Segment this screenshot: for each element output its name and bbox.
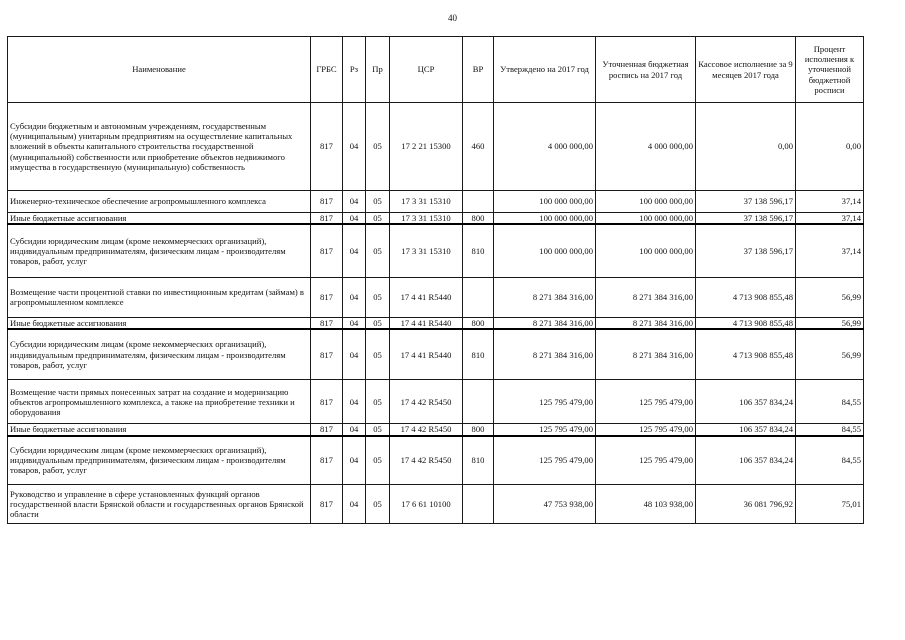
cell-pr: 05 [366, 317, 390, 329]
cell-approved: 8 271 384 316,00 [494, 329, 596, 380]
cell-csr: 17 4 41 R5440 [390, 277, 463, 317]
table-row [8, 103, 864, 191]
cell-refined: 100 000 000,00 [596, 224, 696, 277]
cell-cash: 0,00 [696, 103, 796, 191]
header-percent: Процент исполнения к уточненной бюджетной росписи [796, 37, 864, 103]
table-row [8, 213, 864, 225]
cell-name: Субсидии бюджетным и автономным учреждениям, государственным (муниципальным) унитарным предприятиям на осуществление капитальных вложений в объекты капитального строительства государственной (муниципальной) собственности или приобретение объектов недвижимого имущества в государственную (муниципальную) собственность [8, 103, 311, 191]
cell-vr: 810 [463, 224, 494, 277]
cell-grbs: 817 [311, 224, 343, 277]
cell-pr: 05 [366, 380, 390, 424]
cell-pr: 05 [366, 277, 390, 317]
cell-grbs: 817 [311, 213, 343, 225]
table-row [8, 277, 864, 317]
cell-grbs: 817 [311, 317, 343, 329]
cell-rz: 04 [343, 224, 366, 277]
cell-percent: 84,55 [796, 380, 864, 424]
header-approved: Утверждено на 2017 год [494, 37, 596, 103]
cell-name: Инженерно-техническое обеспечение агропромышленного комплекса [8, 191, 311, 213]
cell-percent: 84,55 [796, 436, 864, 485]
cell-cash: 36 081 796,92 [696, 485, 796, 524]
table-row [8, 191, 864, 213]
cell-percent: 56,99 [796, 317, 864, 329]
cell-cash: 106 357 834,24 [696, 436, 796, 485]
budget-table [7, 36, 864, 524]
cell-name: Иные бюджетные ассигнования [8, 317, 311, 329]
cell-approved: 8 271 384 316,00 [494, 277, 596, 317]
cell-approved: 100 000 000,00 [494, 191, 596, 213]
cell-refined: 100 000 000,00 [596, 191, 696, 213]
cell-vr: 460 [463, 103, 494, 191]
cell-csr: 17 4 41 R5440 [390, 329, 463, 380]
cell-rz: 04 [343, 424, 366, 436]
cell-cash: 4 713 908 855,48 [696, 329, 796, 380]
cell-grbs: 817 [311, 277, 343, 317]
cell-grbs: 817 [311, 329, 343, 380]
cell-grbs: 817 [311, 380, 343, 424]
cell-cash: 4 713 908 855,48 [696, 277, 796, 317]
cell-rz: 04 [343, 380, 366, 424]
header-rz: Рз [343, 37, 366, 103]
cell-vr [463, 485, 494, 524]
cell-cash: 106 357 834,24 [696, 424, 796, 436]
cell-csr: 17 4 42 R5450 [390, 436, 463, 485]
table-row [8, 380, 864, 424]
cell-rz: 04 [343, 103, 366, 191]
cell-approved: 125 795 479,00 [494, 380, 596, 424]
cell-cash: 4 713 908 855,48 [696, 317, 796, 329]
table-row [8, 329, 864, 380]
cell-grbs: 817 [311, 103, 343, 191]
header-grbs: ГРБС [311, 37, 343, 103]
cell-approved: 8 271 384 316,00 [494, 317, 596, 329]
cell-name: Возмещение части процентной ставки по инвестиционным кредитам (займам) в агропромышленном комплексе [8, 277, 311, 317]
cell-percent: 84,55 [796, 424, 864, 436]
cell-pr: 05 [366, 436, 390, 485]
cell-name: Субсидии юридическим лицам (кроме некоммерческих организаций), индивидуальным предпринимателям, физическим лицам - производителям товаров, работ, услуг [8, 329, 311, 380]
table-row [8, 317, 864, 329]
cell-vr: 800 [463, 424, 494, 436]
cell-cash: 106 357 834,24 [696, 380, 796, 424]
cell-vr: 800 [463, 317, 494, 329]
cell-vr [463, 191, 494, 213]
cell-grbs: 817 [311, 436, 343, 485]
cell-vr: 800 [463, 213, 494, 225]
cell-csr: 17 4 42 R5450 [390, 380, 463, 424]
header-pr: Пр [366, 37, 390, 103]
cell-refined: 100 000 000,00 [596, 213, 696, 225]
cell-refined: 125 795 479,00 [596, 424, 696, 436]
cell-csr: 17 3 31 15310 [390, 224, 463, 277]
cell-grbs: 817 [311, 424, 343, 436]
cell-refined: 8 271 384 316,00 [596, 277, 696, 317]
cell-cash: 37 138 596,17 [696, 213, 796, 225]
header-refined: Уточненная бюджетная роспись на 2017 год [596, 37, 696, 103]
cell-approved: 4 000 000,00 [494, 103, 596, 191]
cell-name: Руководство и управление в сфере установленных функций органов государственной власти Брянской области и государственных органов Брянской области [8, 485, 311, 524]
header-vr: ВР [463, 37, 494, 103]
header-csr: ЦСР [390, 37, 463, 103]
cell-approved: 47 753 938,00 [494, 485, 596, 524]
table-row [8, 424, 864, 436]
cell-percent: 56,99 [796, 329, 864, 380]
cell-percent: 0,00 [796, 103, 864, 191]
cell-vr: 810 [463, 329, 494, 380]
header-cash: Кассовое исполнение за 9 месяцев 2017 года [696, 37, 796, 103]
table-row [8, 436, 864, 485]
header-row [8, 37, 864, 103]
page-number: 40 [448, 13, 457, 23]
cell-cash: 37 138 596,17 [696, 191, 796, 213]
cell-percent: 37,14 [796, 224, 864, 277]
cell-pr: 05 [366, 213, 390, 225]
cell-refined: 125 795 479,00 [596, 380, 696, 424]
cell-grbs: 817 [311, 485, 343, 524]
cell-rz: 04 [343, 485, 366, 524]
cell-csr: 17 4 42 R5450 [390, 424, 463, 436]
cell-name: Иные бюджетные ассигнования [8, 213, 311, 225]
cell-approved: 125 795 479,00 [494, 424, 596, 436]
cell-rz: 04 [343, 277, 366, 317]
cell-percent: 75,01 [796, 485, 864, 524]
cell-percent: 56,99 [796, 277, 864, 317]
table-row [8, 485, 864, 524]
cell-pr: 05 [366, 224, 390, 277]
cell-csr: 17 6 61 10100 [390, 485, 463, 524]
cell-percent: 37,14 [796, 191, 864, 213]
cell-cash: 37 138 596,17 [696, 224, 796, 277]
header-name: Наименование [8, 37, 311, 103]
cell-refined: 4 000 000,00 [596, 103, 696, 191]
cell-approved: 100 000 000,00 [494, 224, 596, 277]
cell-approved: 125 795 479,00 [494, 436, 596, 485]
cell-csr: 17 4 41 R5440 [390, 317, 463, 329]
cell-name: Иные бюджетные ассигнования [8, 424, 311, 436]
cell-vr: 810 [463, 436, 494, 485]
cell-vr [463, 380, 494, 424]
cell-refined: 125 795 479,00 [596, 436, 696, 485]
cell-vr [463, 277, 494, 317]
cell-csr: 17 2 21 15300 [390, 103, 463, 191]
cell-name: Субсидии юридическим лицам (кроме некоммерческих организаций), индивидуальным предпринимателям, физическим лицам - производителям товаров, работ, услуг [8, 224, 311, 277]
cell-approved: 100 000 000,00 [494, 213, 596, 225]
cell-rz: 04 [343, 191, 366, 213]
cell-pr: 05 [366, 103, 390, 191]
cell-pr: 05 [366, 191, 390, 213]
cell-csr: 17 3 31 15310 [390, 191, 463, 213]
cell-rz: 04 [343, 317, 366, 329]
cell-rz: 04 [343, 213, 366, 225]
cell-name: Субсидии юридическим лицам (кроме некоммерческих организаций), индивидуальным предпринимателям, физическим лицам - производителям товаров, работ, услуг [8, 436, 311, 485]
cell-refined: 48 103 938,00 [596, 485, 696, 524]
cell-refined: 8 271 384 316,00 [596, 329, 696, 380]
cell-csr: 17 3 31 15310 [390, 213, 463, 225]
cell-pr: 05 [366, 485, 390, 524]
cell-pr: 05 [366, 329, 390, 380]
cell-pr: 05 [366, 424, 390, 436]
cell-rz: 04 [343, 329, 366, 380]
cell-name: Возмещение части прямых понесенных затрат на создание и модернизацию объектов агропромышленного комплекса, а также на приобретение техники и оборудования [8, 380, 311, 424]
table-row [8, 224, 864, 277]
cell-percent: 37,14 [796, 213, 864, 225]
cell-rz: 04 [343, 436, 366, 485]
cell-refined: 8 271 384 316,00 [596, 317, 696, 329]
cell-grbs: 817 [311, 191, 343, 213]
